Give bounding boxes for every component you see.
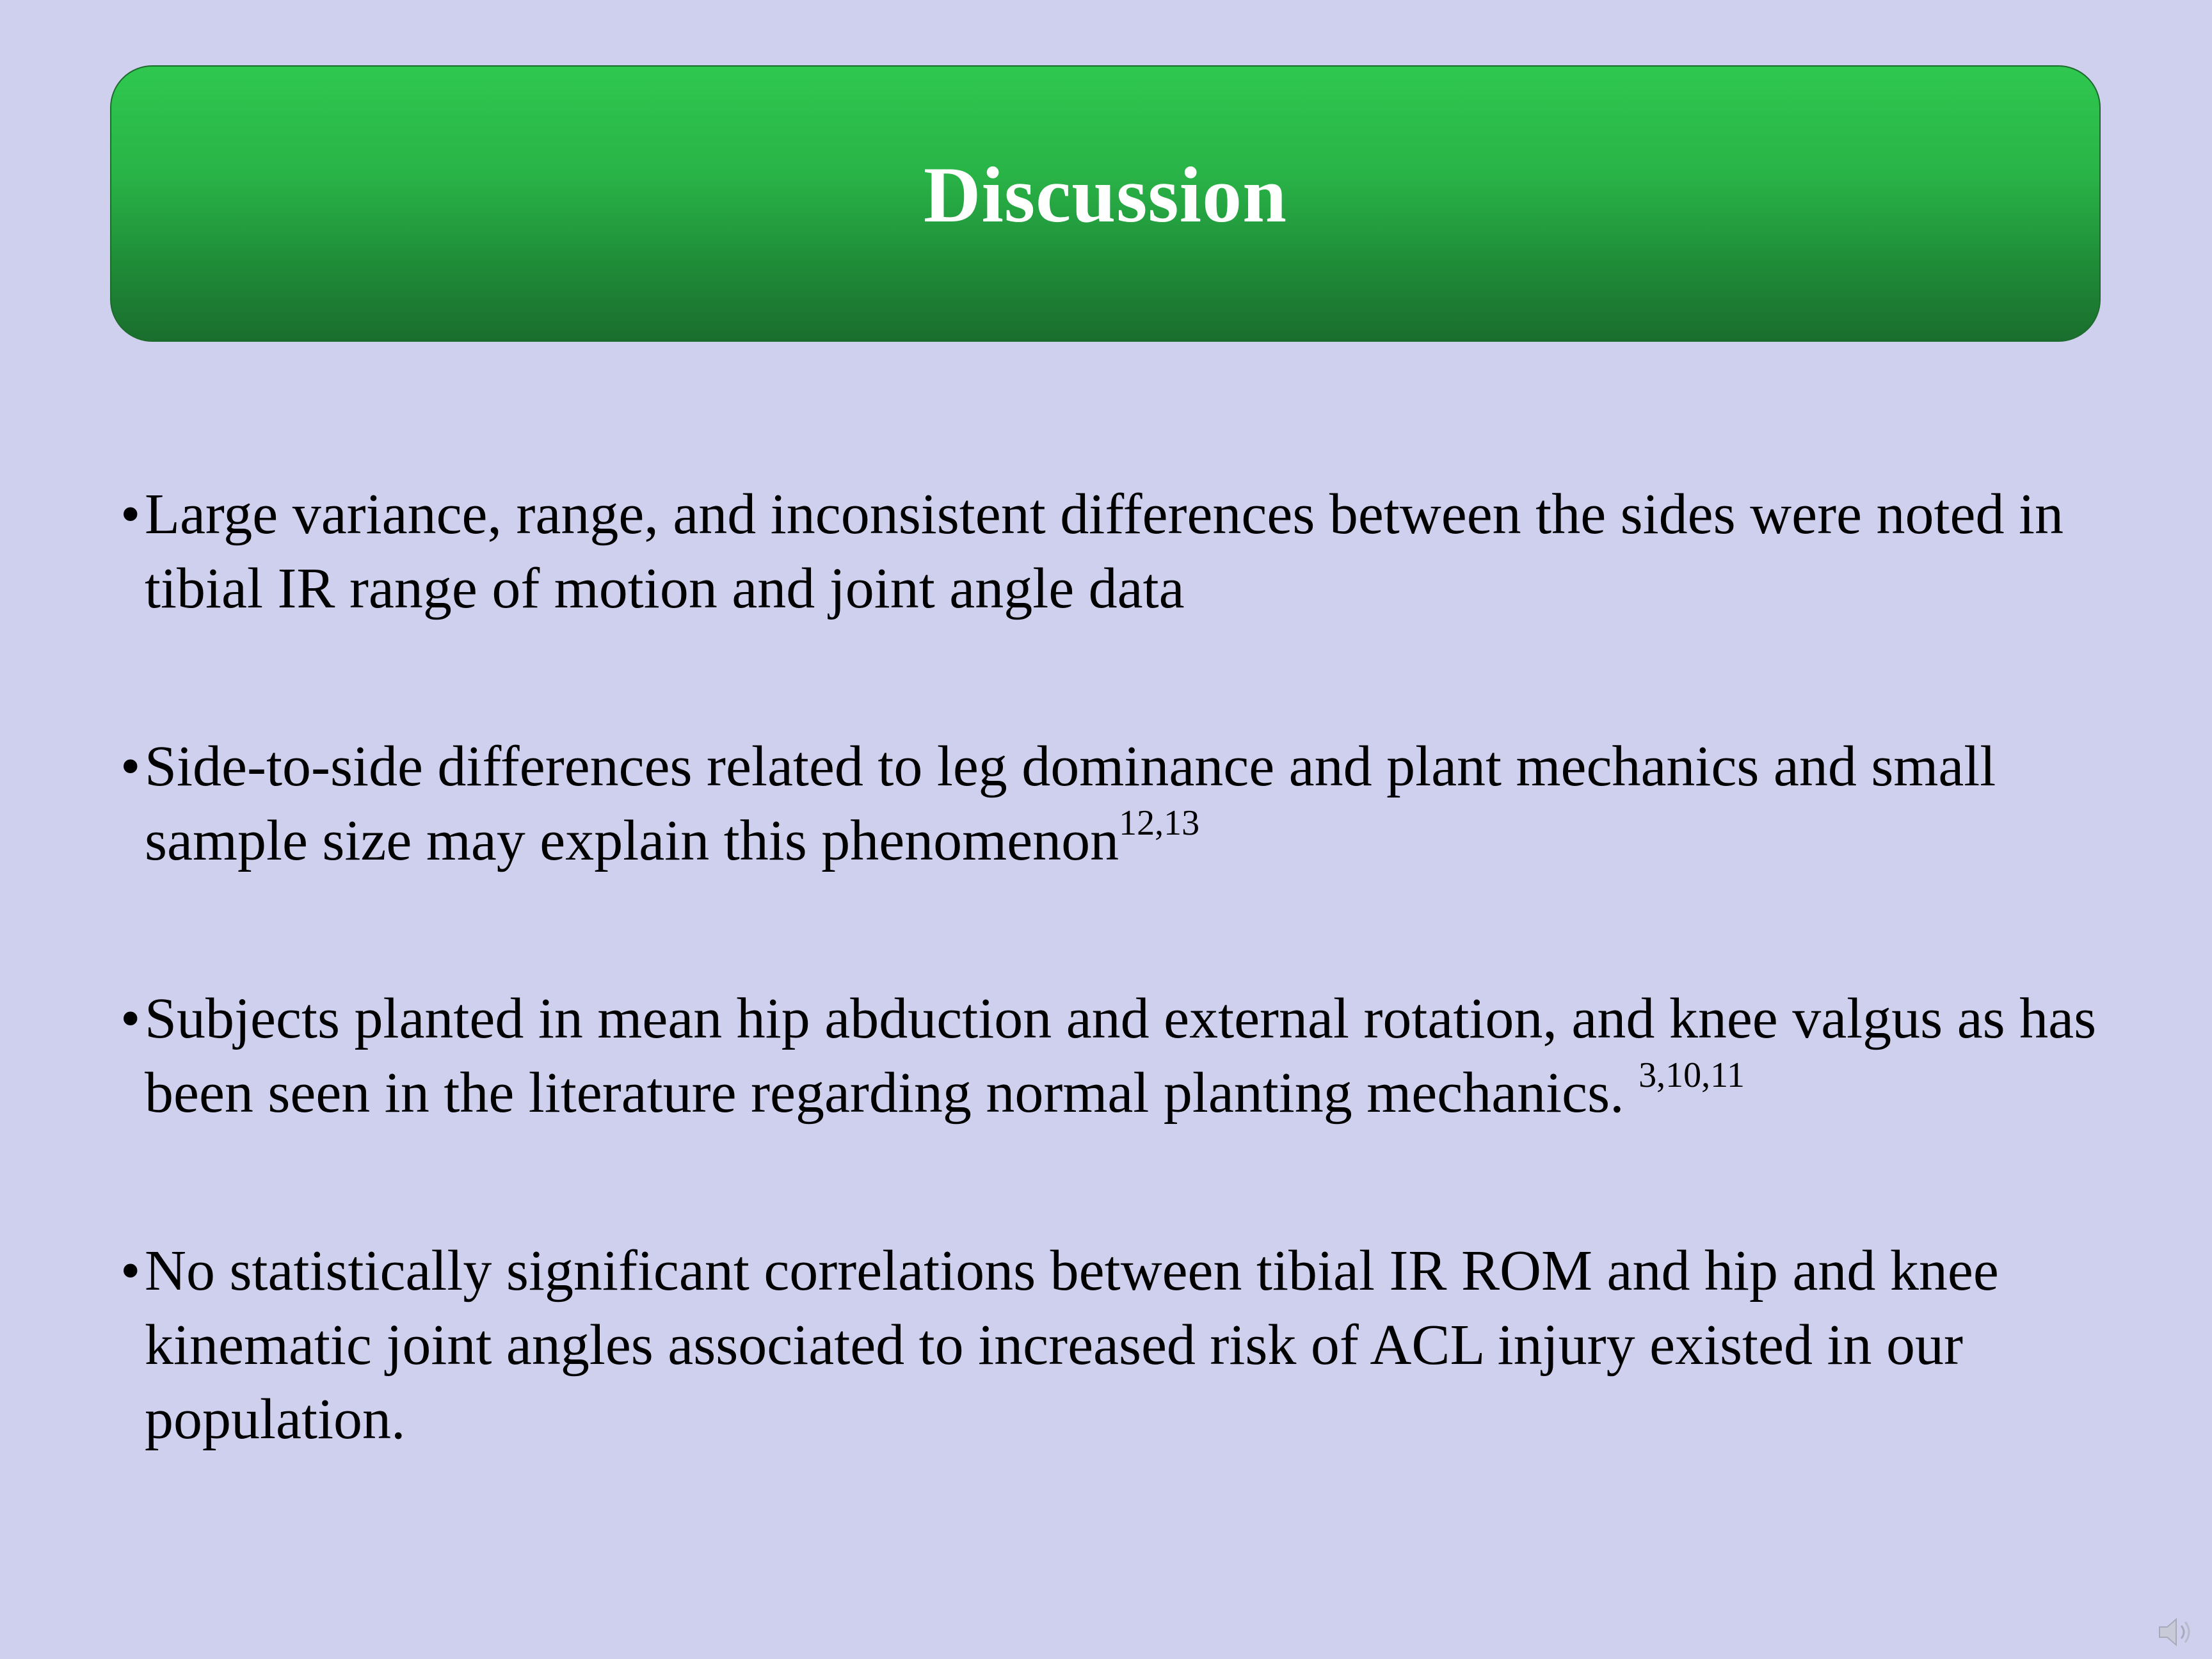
bullet-item bbox=[120, 730, 2130, 878]
bullet-list bbox=[120, 477, 2130, 1560]
bullet-text: No statistically significant correlations between tibial IR ROM and hip and knee kinematic joint angles associated to increased risk of ACL injury existed in our population. bbox=[145, 1239, 1999, 1451]
citation: 3,10,11 bbox=[1639, 1055, 1745, 1095]
bullet-dot: • bbox=[120, 1239, 141, 1302]
bullet-text: Side-to-side differences related to leg dominance and plant mechanics and small sample size may explain this phenomenon bbox=[145, 735, 1996, 872]
bullet-text: Large variance, range, and inconsistent differences between the sides were noted in tibial IR range of motion and joint angle data bbox=[145, 483, 2064, 620]
bullet-text: Subjects planted in mean hip abduction and external rotation, and knee valgus as has been seen in the literature regarding normal planting mechanics. bbox=[145, 987, 2097, 1125]
bullet-item bbox=[120, 982, 2130, 1130]
bullet-dot: • bbox=[120, 987, 141, 1050]
speaker-icon[interactable] bbox=[2157, 1615, 2195, 1649]
title-banner bbox=[110, 65, 2101, 342]
bullet-dot: • bbox=[120, 735, 141, 798]
bullet-dot: • bbox=[120, 483, 141, 546]
slide-title: Discussion bbox=[923, 151, 1288, 239]
citation: 12,13 bbox=[1119, 803, 1200, 843]
bullet-item bbox=[120, 1234, 2130, 1457]
bullet-item bbox=[120, 477, 2130, 626]
